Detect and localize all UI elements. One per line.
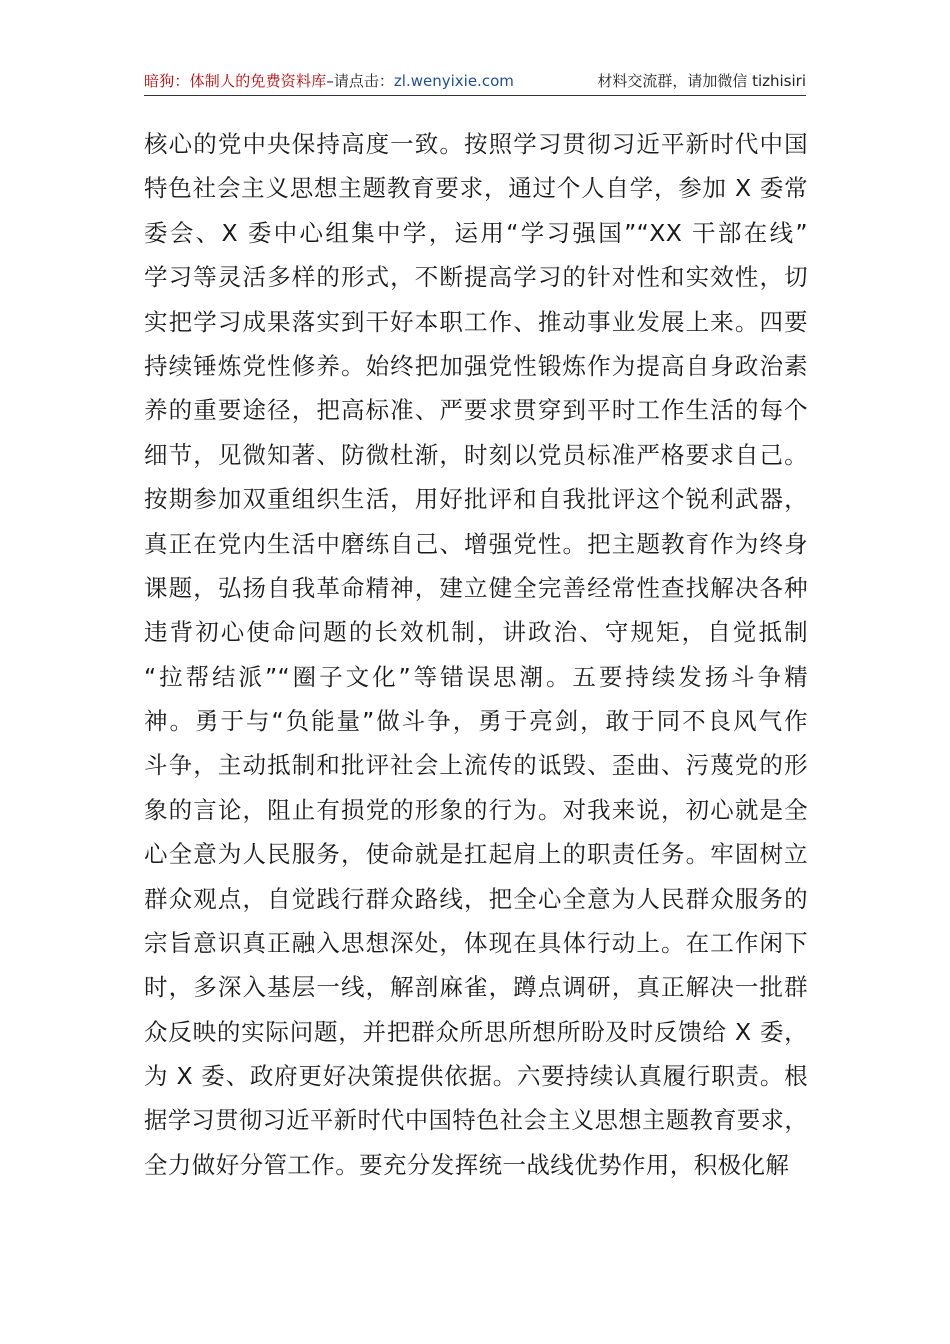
text-line: 课题，弘扬自我革命精神，建立健全完善经常性查找解决各种 — [144, 573, 808, 602]
text-line: 宗旨意识真正融入思想深处，体现在具体行动上。在工作闲下 — [144, 929, 808, 958]
text-line: 持续锤炼党性修养。始终把加强党性锻炼作为提高自身政治素 — [144, 351, 808, 380]
text-line: 时，多深入基层一线，解剖麻雀，蹲点调研，真正解决一批群 — [144, 973, 808, 1002]
text-line: 实把学习成果落实到干好本职工作、推动事业发展上来。四要 — [144, 307, 808, 336]
text-line: 据学习贯彻习近平新时代中国特色社会主义思想主题教育要求， — [144, 1106, 808, 1134]
text-line: 真正在党内生活中磨练自己、增强党性。把主题教育作为终身 — [144, 529, 808, 558]
text-line: 细节，见微知著、防微杜渐，时刻以党员标准严格要求自己。 — [144, 440, 808, 469]
text-line: 学习等灵活多样的形式，不断提高学习的针对性和实效性，切 — [144, 263, 808, 292]
text-line: 心全意为人民服务，使命就是扛起肩上的职责任务。牢固树立 — [144, 840, 808, 869]
header-click-prefix: –请点击： — [326, 72, 394, 90]
header-wechat-note: 材料交流群，请加微信 tizhisiri — [597, 72, 806, 90]
body-text — [144, 122, 808, 1187]
text-line: 象的言论，阻止有损党的形象的行为。对我来说，初心就是全 — [144, 795, 808, 824]
text-line: 斗争，主动抵制和批评社会上流传的诋毁、歪曲、污蔑党的形 — [144, 751, 808, 780]
text-line: 特色社会主义思想主题教育要求，通过个人自学，参加 X 委常 — [144, 174, 808, 203]
text-line: 全力做好分管工作。要充分发挥统一战线优势作用，积极化解 — [144, 1150, 790, 1179]
header-brand: 暗狗：体制人的免费资料库 — [144, 72, 327, 90]
text-line: 核心的党中央保持高度一致。按照学习贯彻习近平新时代中国 — [144, 130, 808, 158]
text-line: 按期参加双重组织生活，用好批评和自我批评这个锐利武器， — [144, 485, 808, 514]
header-left-group — [144, 70, 514, 92]
text-line: 众反映的实际问题，并把群众所思所想所盼及时反馈给 X 委， — [144, 1017, 808, 1046]
text-line: 违背初心使命问题的长效机制，讲政治、守规矩，自觉抵制 — [144, 618, 808, 647]
text-line: “拉帮结派”“圈子文化”等错误思潮。五要持续发扬斗争精 — [144, 662, 808, 691]
header-link[interactable]: zl.wenyixie.com — [393, 72, 514, 90]
text-line: 群众观点，自觉践行群众路线，把全心全意为人民群众服务的 — [144, 884, 808, 913]
page-header — [144, 70, 806, 96]
text-line: 养的重要途径，把高标准、严要求贯穿到平时工作生活的每个 — [144, 396, 808, 425]
text-line: 委会、X 委中心组集中学，运用“学习强国”“XX 干部在线” — [144, 218, 808, 247]
text-line: 为 X 委、政府更好决策提供依据。六要持续认真履行职责。根 — [144, 1062, 808, 1091]
text-line: 神。勇于与“负能量”做斗争，勇于亮剑，敢于同不良风气作 — [144, 707, 808, 736]
